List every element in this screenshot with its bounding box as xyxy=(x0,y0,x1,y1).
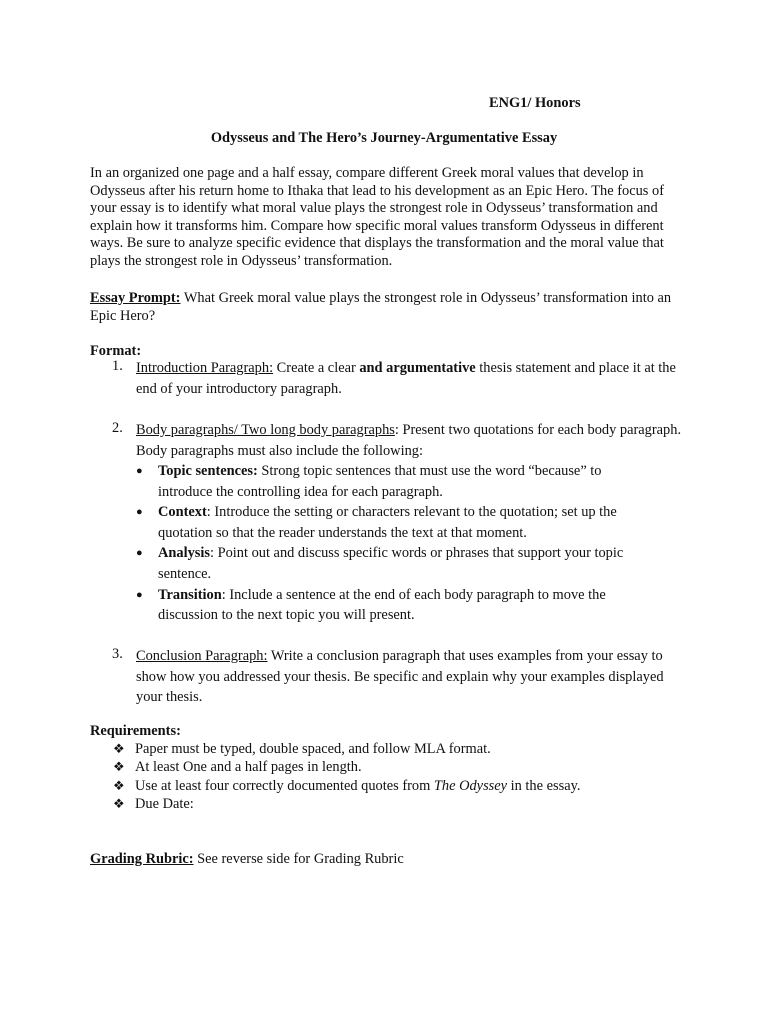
essay-prompt xyxy=(90,290,690,325)
list-item xyxy=(136,502,656,543)
bullet-icon: ● xyxy=(136,547,143,560)
bullet-icon: ● xyxy=(136,506,143,519)
list-item xyxy=(136,585,656,626)
requirement-text: Paper must be typed, double spaced, and follow MLA format. xyxy=(135,741,491,757)
item-bold-text: and argumentative xyxy=(359,360,476,376)
grading-rubric xyxy=(90,850,404,868)
requirements-list xyxy=(113,740,673,813)
list-item xyxy=(136,461,656,502)
essay-prompt-label: Essay Prompt: xyxy=(90,290,181,306)
essay-prompt-text: What Greek moral value plays the strongest role in Odysseus’ transformation into an Epic Hero? xyxy=(90,290,672,324)
list-item xyxy=(136,543,656,584)
list-item xyxy=(113,758,673,776)
format-item-introduction xyxy=(112,358,682,399)
requirement-text: Use at least four correctly documented quotes from xyxy=(135,777,434,794)
item-number: 2. xyxy=(112,420,123,436)
requirements-heading: Requirements: xyxy=(90,723,181,739)
list-item xyxy=(113,740,673,758)
item-number: 3. xyxy=(112,646,123,662)
format-item-conclusion xyxy=(112,646,682,708)
bullet-text: Strong topic sentences that must use the word “because” to introduce the controlling idea for each paragraph. xyxy=(158,463,602,500)
bullet-icon: ● xyxy=(136,588,143,601)
diamond-bullet-icon: ❖ xyxy=(113,777,125,793)
bullet-label: Analysis xyxy=(158,545,210,562)
bullet-text: : Point out and discuss specific words or phrases that support your topic sentence. xyxy=(158,545,624,582)
diamond-bullet-icon: ❖ xyxy=(113,795,125,811)
item-text: : Present two quotations for each body paragraph. Body paragraphs must also include the following: xyxy=(136,422,682,459)
list-item xyxy=(113,795,673,813)
diamond-bullet-icon: ❖ xyxy=(113,759,125,775)
item-text: thesis statement and place it at the end of your introductory paragraph. xyxy=(136,360,676,397)
format-heading: Format: xyxy=(90,343,142,359)
item-label: Conclusion Paragraph: xyxy=(136,648,268,664)
course-label: ENG1/ Honors xyxy=(489,95,581,111)
requirement-text: Due Date: xyxy=(135,795,194,812)
item-text: Create a clear xyxy=(273,360,360,376)
item-label: Introduction Paragraph: xyxy=(136,360,274,376)
grading-rubric-text: See reverse side for Grading Rubric xyxy=(193,851,404,867)
page-title: Odysseus and The Hero’s Journey-Argumentative Essay xyxy=(210,130,558,146)
diamond-bullet-icon: ❖ xyxy=(113,741,125,756)
intro-paragraph: In an organized one page and a half essay, compare different Greek moral values that develop in Odysseus after his return home to Ithaka that lead to his development as an Epic Hero. The focus of your essay is to identify what moral value plays the strongest role in Odysseus’ transformation and explain how it transforms him. Compare how specific moral values transform Odysseus in different ways. Be sure to analyze specific evidence that displays the transformation and the moral value that plays the strongest role in Odysseus’ transformation. xyxy=(90,165,664,269)
item-number: 1. xyxy=(112,358,123,374)
item-label: Body paragraphs/ Two long body paragraphs xyxy=(136,422,395,438)
format-item-body-paragraphs xyxy=(112,420,682,461)
requirement-text: in the essay. xyxy=(507,777,581,794)
grading-rubric-label: Grading Rubric: xyxy=(90,851,194,867)
bullet-icon: ● xyxy=(136,465,143,477)
bullet-label: Context xyxy=(158,504,207,521)
list-item xyxy=(113,777,673,795)
body-paragraph-bullets xyxy=(136,461,656,626)
bullet-label: Topic sentences: xyxy=(158,463,258,479)
bullet-text: : Include a sentence at the end of each body paragraph to move the discussion to the next topic you will present. xyxy=(158,586,606,624)
item-text: Write a conclusion paragraph that uses examples from your essay to show how you addressed your thesis. Be specific and explain why your examples displayed your thesis. xyxy=(136,648,664,706)
bullet-text: : Introduce the setting or characters relevant to the quotation; set up the quotation so that the reader understands the text at that moment. xyxy=(158,504,617,541)
bullet-label: Transition xyxy=(158,586,222,603)
requirement-text: At least One and a half pages in length. xyxy=(135,759,362,776)
book-title: The Odyssey xyxy=(433,777,508,794)
